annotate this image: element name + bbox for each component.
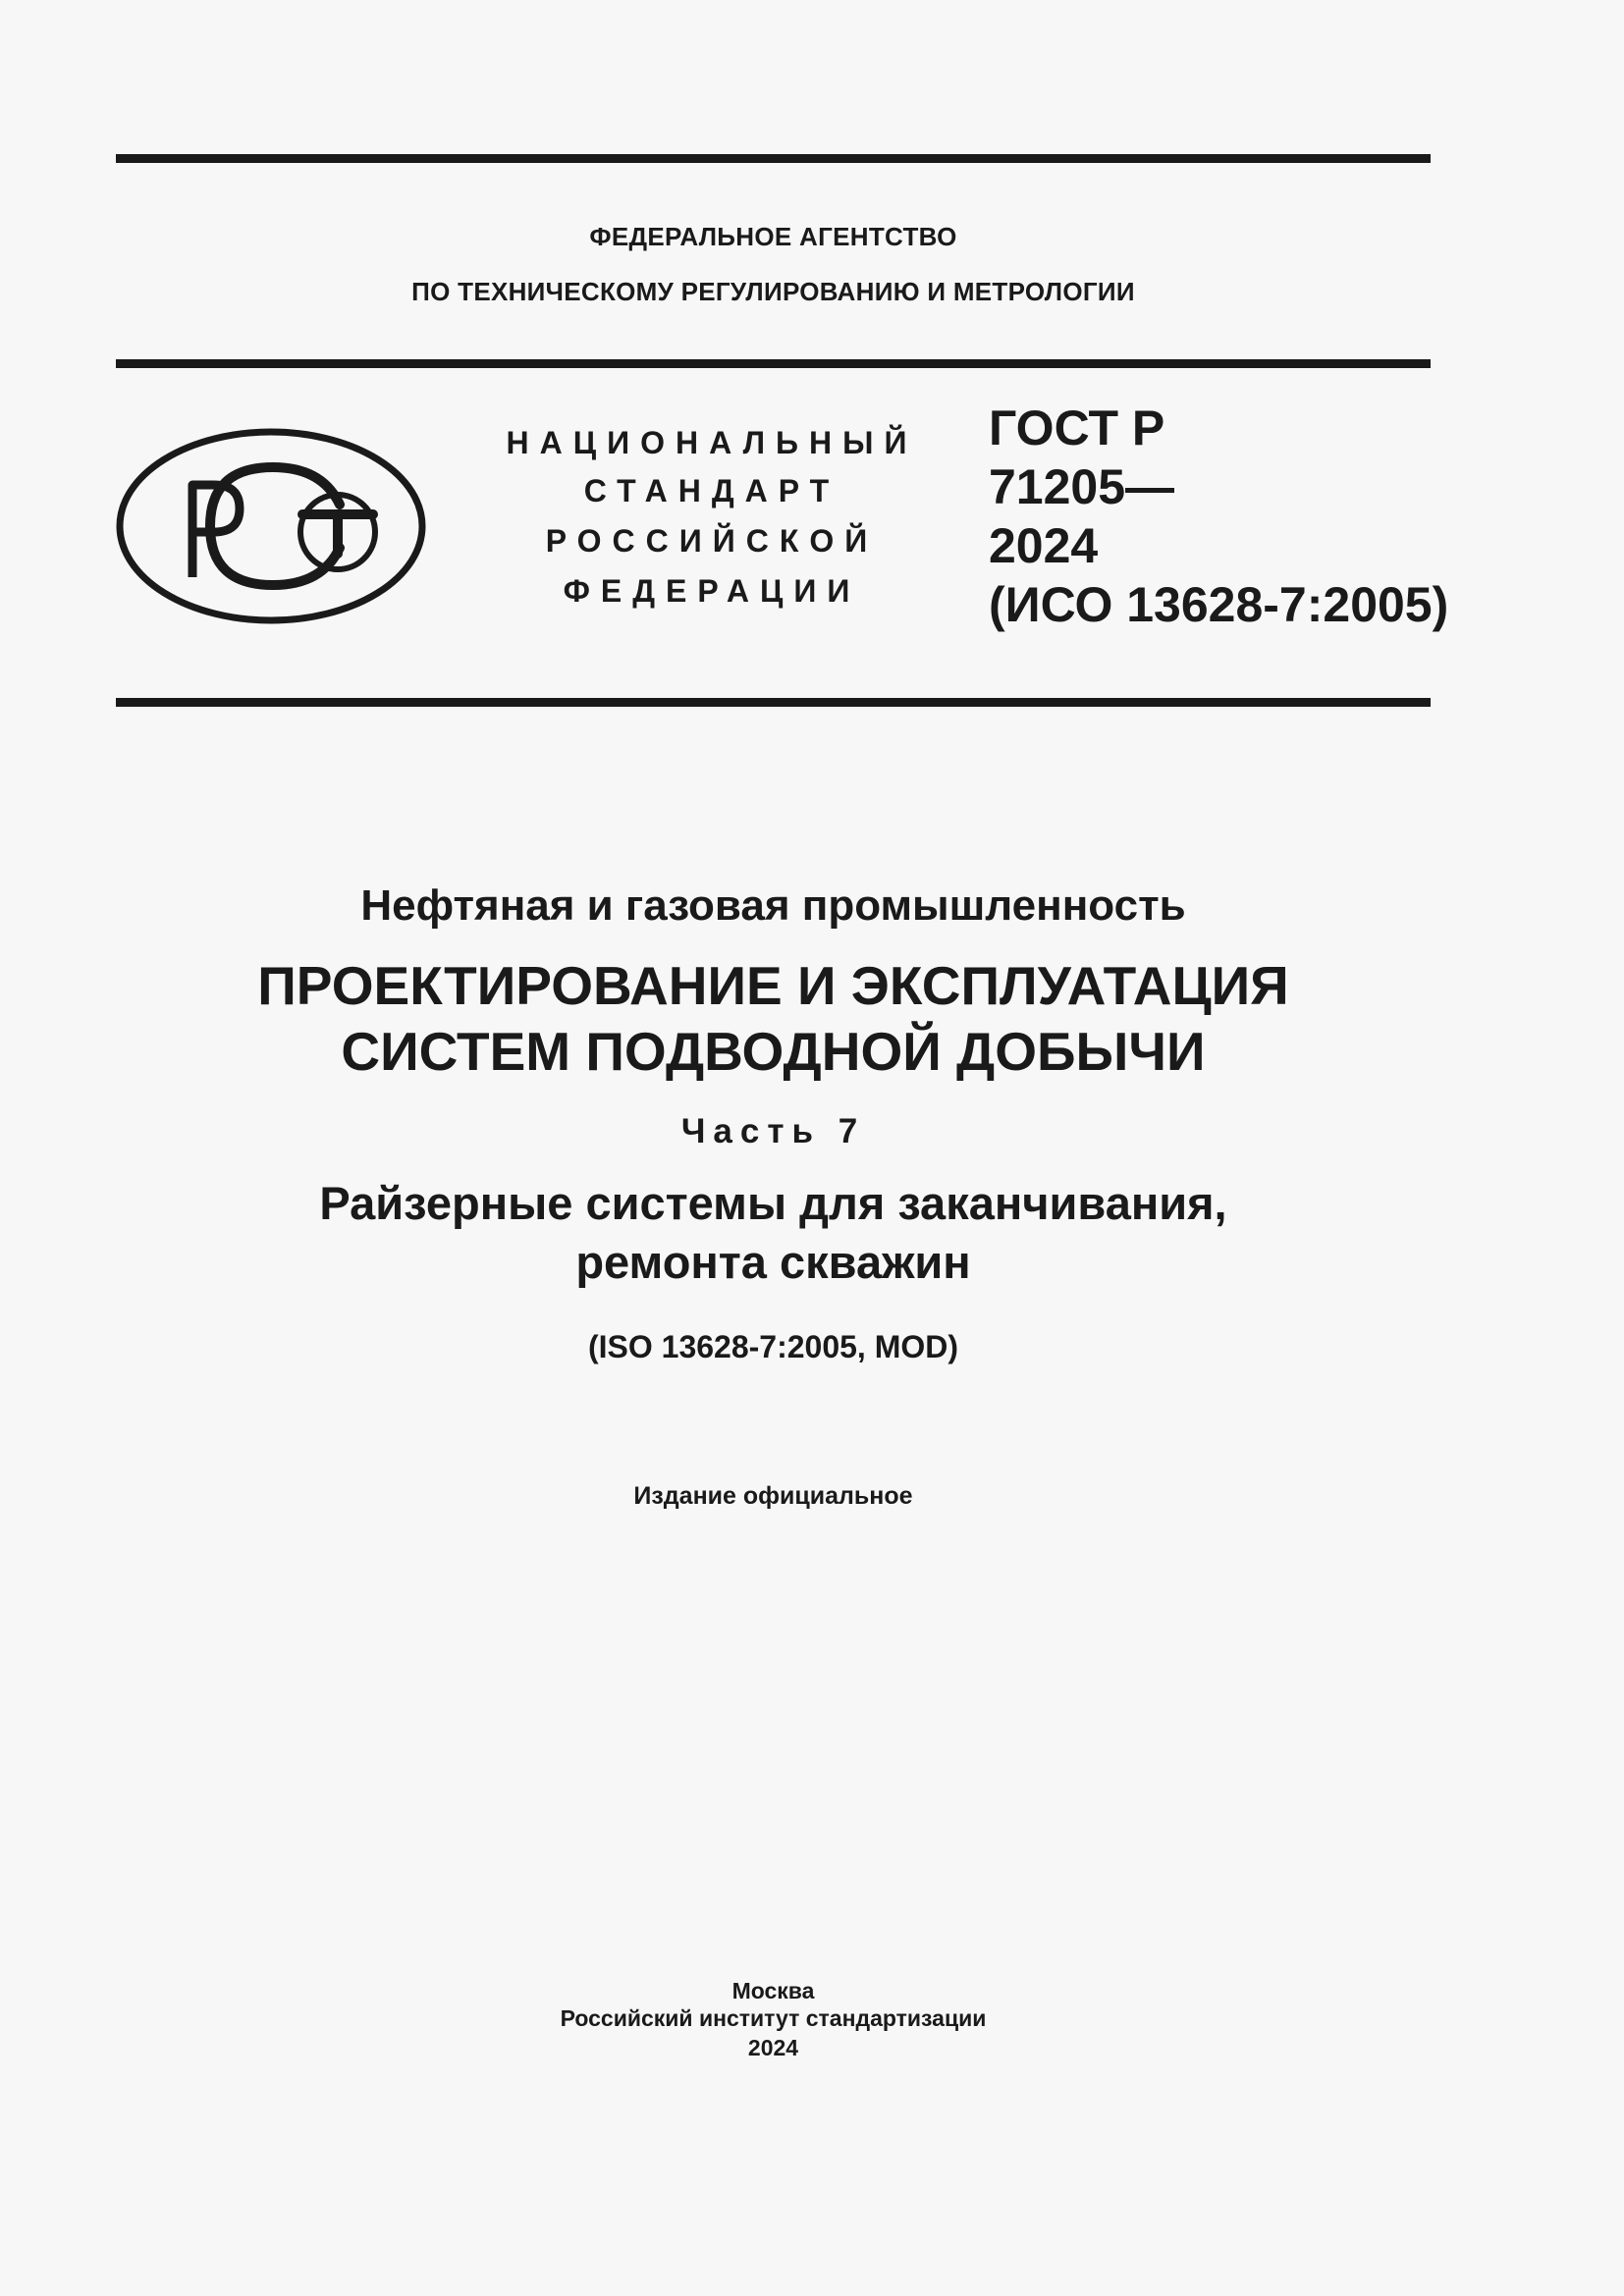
national-standard-line-3: РОССИЙСКОЙ bbox=[545, 523, 879, 559]
iso-reference: (ISO 13628-7:2005, MOD) bbox=[587, 1329, 959, 1364]
national-standard-line-2: СТАНДАРТ bbox=[583, 473, 840, 508]
designation-line-4: (ИСО 13628-7:2005) bbox=[989, 577, 1449, 632]
designation-line-2: 71205— bbox=[989, 459, 1175, 514]
imprint-city: Москва bbox=[731, 1978, 815, 2003]
imprint-year: 2024 bbox=[747, 2035, 799, 2060]
industry-title: Нефтяная и газовая промышленность bbox=[360, 881, 1186, 930]
rst-logo-icon bbox=[116, 428, 426, 624]
designation-line-3: 2024 bbox=[989, 518, 1099, 573]
subtitle-line-1: Райзерные системы для заканчивания, bbox=[319, 1177, 1227, 1229]
main-title-line-2: СИСТЕМ ПОДВОДНОЙ ДОБЫЧИ bbox=[341, 1021, 1206, 1082]
part-label: Часть 7 bbox=[680, 1112, 866, 1150]
agency-line-1: ФЕДЕРАЛЬНОЕ АГЕНТСТВО bbox=[589, 222, 957, 251]
subtitle-line-2: ремонта скважин bbox=[575, 1236, 971, 1288]
main-title-line-1: ПРОЕКТИРОВАНИЕ И ЭКСПЛУАТАЦИЯ bbox=[257, 955, 1289, 1016]
top-rule bbox=[116, 154, 1431, 163]
national-standard-line-1: НАЦИОНАЛЬНЫЙ bbox=[506, 425, 918, 460]
header-rule bbox=[116, 359, 1431, 368]
imprint-publisher: Российский институт стандартизации bbox=[560, 2005, 987, 2031]
masthead-bottom-rule bbox=[116, 698, 1431, 707]
designation-line-1: ГОСТ Р bbox=[989, 400, 1165, 455]
agency-line-2: ПО ТЕХНИЧЕСКОМУ РЕГУЛИРОВАНИЮ И МЕТРОЛОГИИ bbox=[411, 277, 1135, 306]
national-standard-line-4: ФЕДЕРАЦИИ bbox=[563, 573, 861, 609]
edition-label: Издание официальное bbox=[633, 1482, 913, 1510]
